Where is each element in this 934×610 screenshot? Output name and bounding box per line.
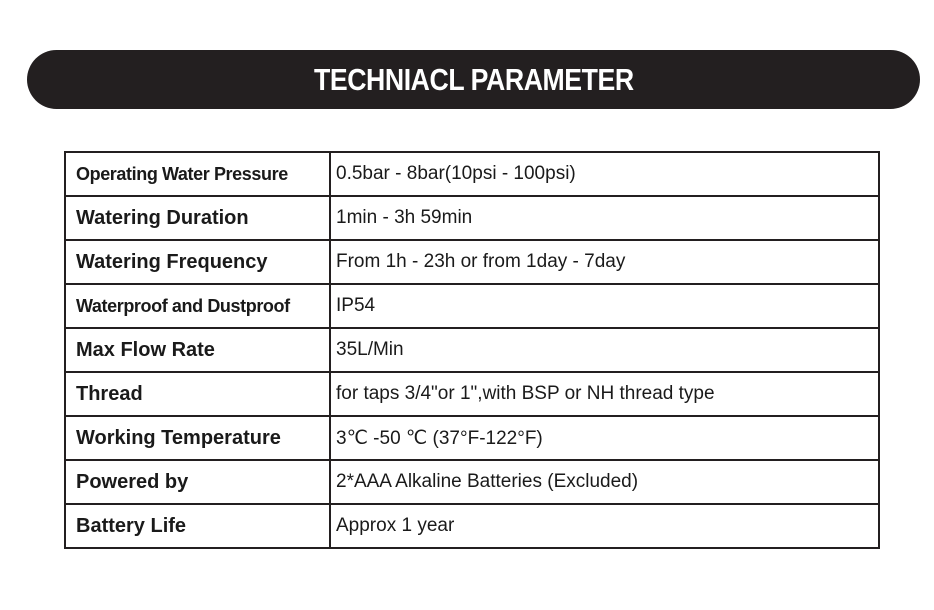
parameter-label: Battery Life <box>65 504 330 548</box>
parameter-label: Max Flow Rate <box>65 328 330 372</box>
parameter-value: IP54 <box>330 284 879 328</box>
table-row <box>65 372 879 416</box>
table-row <box>65 416 879 460</box>
table-row <box>65 196 879 240</box>
parameter-value: Approx 1 year <box>330 504 879 548</box>
parameter-value: 35L/Min <box>330 328 879 372</box>
parameter-label: Waterproof and Dustproof <box>65 284 330 328</box>
page-title: TECHNIACL PARAMETER <box>313 61 634 97</box>
parameter-value: From 1h - 23h or from 1day - 7day <box>330 240 879 284</box>
table-row <box>65 504 879 548</box>
parameter-label: Watering Frequency <box>65 240 330 284</box>
parameter-value: 1min - 3h 59min <box>330 196 879 240</box>
parameter-label: Watering Duration <box>65 196 330 240</box>
parameter-value: 2*AAA Alkaline Batteries (Excluded) <box>330 460 879 504</box>
table-row <box>65 152 879 196</box>
table-row <box>65 240 879 284</box>
title-banner <box>27 50 920 109</box>
parameter-value: 3℃ -50 ℃ (37°F-122°F) <box>330 416 879 460</box>
parameter-label: Operating Water Pressure <box>65 152 330 196</box>
parameter-table <box>64 151 880 549</box>
table-row <box>65 328 879 372</box>
table-row <box>65 284 879 328</box>
parameter-label: Thread <box>65 372 330 416</box>
parameter-value: for taps 3/4"or 1",with BSP or NH thread type <box>330 372 879 416</box>
parameter-label: Working Temperature <box>65 416 330 460</box>
parameter-value: 0.5bar - 8bar(10psi - 100psi) <box>330 152 879 196</box>
table-row <box>65 460 879 504</box>
parameter-label: Powered by <box>65 460 330 504</box>
